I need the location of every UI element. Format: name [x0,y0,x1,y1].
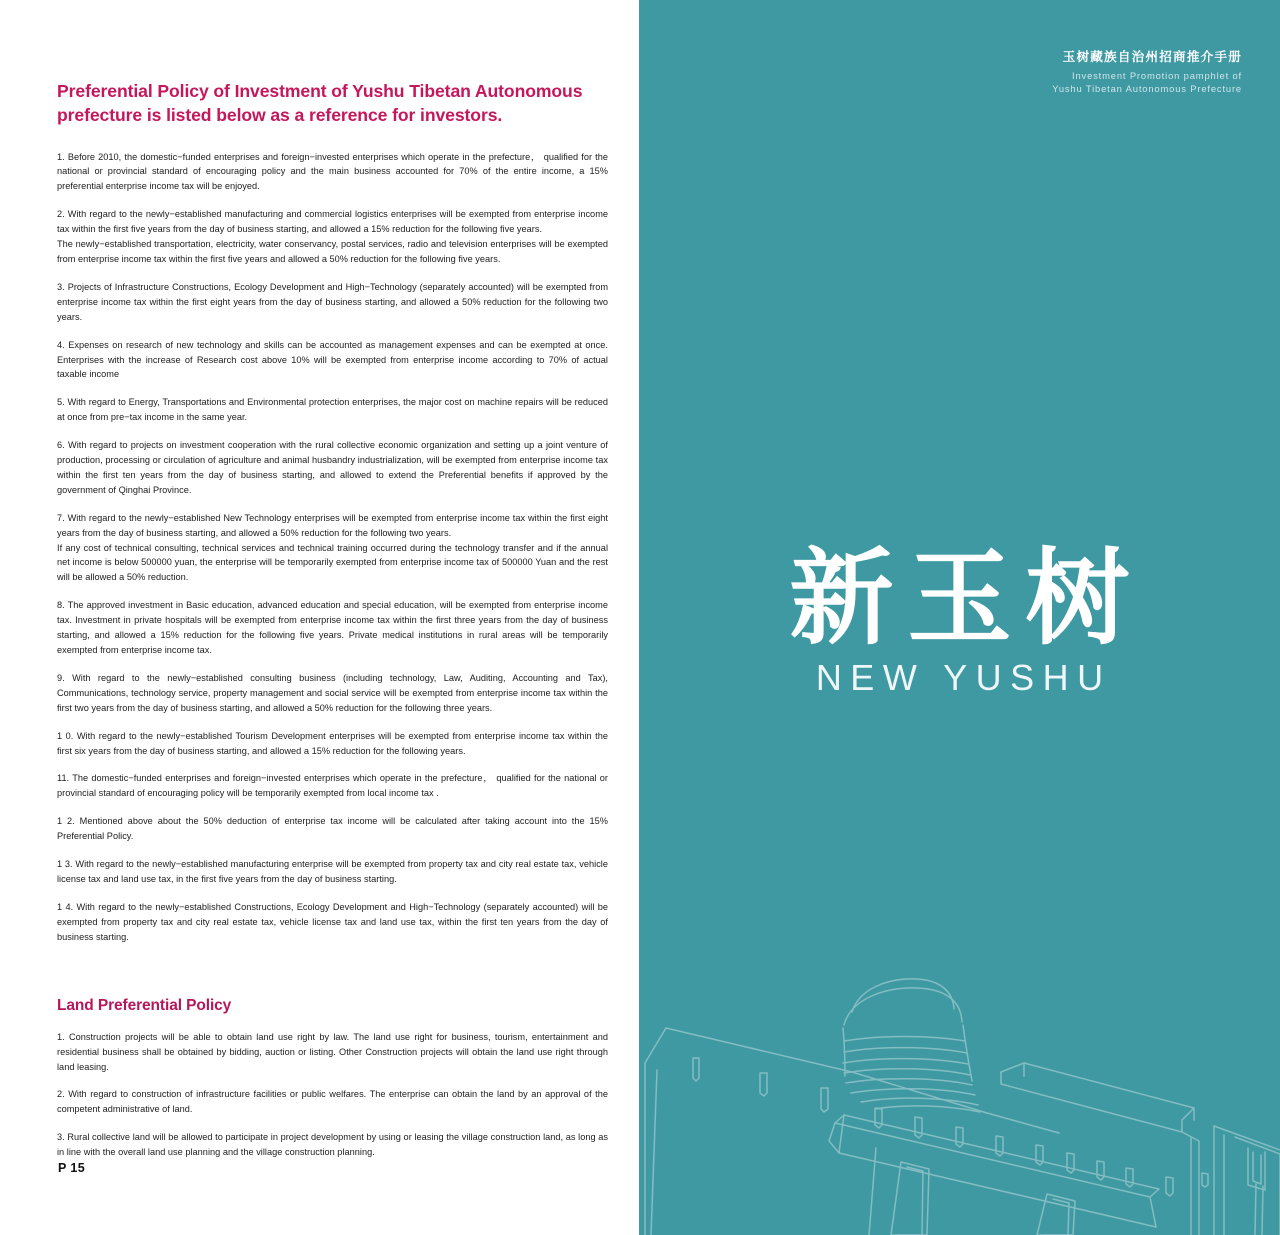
policy-paragraph-4: 4. Expenses on research of new technology and skills can be accounted as management expenses and can be exempted at once. Enterprises with the increase of Research cost above 10% will be exempted from enterprise income according to 70% of actual taxable income [57,339,608,380]
policy-paragraph-1: 1. Before 2010, the domestic−funded enterprises and foreign−invested enterprises which operate in the prefecture， qualified for the national or provincial standard of encouraging policy and the main business accounted for 70% of the entire income, a 15% preferential enterprise income tax will be enjoyed. [57,151,608,192]
policy-paragraph-5: 5. With regard to Energy, Transportations and Environmental protection enterprises, the major cost on machine repairs will be reduced at once from pre−tax income in the same year. [57,397,608,423]
policy-paragraph-14: 1 4. With regard to the newly−established Constructions, Ecology Development and High−Technology (separately accounted) will be exempted from property tax and city real estate tax, vehicle license tax and land use tax, within the first ten years from the day of business starting. [57,901,608,942]
policy-paragraph-13: 1 3. With regard to the newly−established manufacturing enterprise will be exempted from property tax and city real estate tax, vehicle license tax and land use tax, in the first five years from the day of business starting. [57,859,608,884]
policy-paragraph-8: 8. The approved investment in Basic education, advanced education and special education, will be exempted from enterprise income tax. Investment in private hospitals will be exempted from enterprise income tax within the first three years from the day of business starting, and allowed a 15% reduction for the following five years. Private medical institutions in rural areas will be temporarily exempted from enterprise income tax. [57,600,608,655]
policy-paragraph-7b: If any cost of technical consulting, technical services and technical training occurred during the technology transfer and if the annual net income is below 500000 yuan, the enterprise will be temporarily exempted from enterprise income tax of 500000 Yuan and the rest will be allowed a 50% reduction. [57,542,608,583]
page-title: Preferential Policy of Investment of Yushu Tibetan Autonomous prefecture is listed below as a reference for investors. [57,81,583,126]
text-column [57,79,608,1173]
policy-paragraph-9: 9. With regard to the newly−established consulting business (including technology, Law, Auditing, Accounting and Tax), Communications, technology service, property management and social service will be exempted from enterprise income tax within the first two years from the day of business starting, and allowed a 50% reduction for the following three years. [57,672,608,713]
land-preferential-policy-section [57,996,608,1160]
land-paragraph-1: 1. Construction projects will be able to obtain land use right by law. The land use right for business, tourism, entertainment and residential business shall be obtained by bidding, auction or listing. Other Construction projects will obtain the land use right through land leasing. [57,1031,608,1072]
left-page [0,0,639,1235]
policy-paragraph-3: 3. Projects of Infrastructure Constructions, Ecology Development and High−Technology (separately accounted) will be exempted from enterprise income tax within the first eight years from the day of business starting, and allowed a 50% reduction for the following two years. [57,281,608,322]
page-number: P 15 [58,1161,86,1175]
brand-header-english-line1: Investment Promotion pamphlet of [1072,70,1242,81]
policy-paragraph-12: 1 2. Mentioned above about the 50% deduction of enterprise tax income will be calculated after taking account into the 15% Preferential Policy. [57,816,608,842]
brand-header [1052,48,1242,96]
logo-chinese-wordmark: 新玉树 [789,537,1144,659]
policy-paragraph-2: 2. With regard to the newly−established manufacturing and commercial logistics enterprises will be exempted from enterprise income tax within the first five years from the day of business starting, and allowed a 15% reduction for the following five years. [57,209,608,235]
policy-paragraph-11: 11. The domestic−funded enterprises and foreign−invested enterprises which operate in the prefecture， qualified for the national or provincial standard of encouraging policy will be temporarily exempted from local income tax . [57,773,608,799]
policy-paragraph-10: 1 0. With regard to the newly−established Tourism Development enterprises will be exempted from enterprise income tax within the first six years from the day of business starting, and allowed a 15% reduction for the following years. [57,730,608,756]
civic-building-illustration [639,945,1280,1235]
brand-header-english-line2: Yushu Tibetan Autonomous Prefecture [1052,83,1242,95]
land-paragraph-3: 3. Rural collective land will be allowed to participate in project development by using or leasing the village construction land, as long as in line with the overall land use planning and the village construction planning. [57,1132,608,1158]
brand-header-chinese-title: 玉树藏族自治州招商推介手册 [1062,49,1242,64]
land-paragraph-2: 2. With regard to construction of infrastructure facilities or public welfares. The enterprise can obtain the land by an approval of the competent administrative of land. [57,1089,608,1115]
policy-paragraph-7: 7. With regard to the newly−established New Technology enterprises will be exempted from enterprise income tax within the first eight years from the day of business starting, and allowed a 50% reduction for the following two years. [57,512,608,538]
logo-english-wordmark: NEW YUSHU [815,657,1112,698]
policy-paragraph-6: 6. With regard to projects on investment cooperation with the rural collective economic organization and setting up a joint venture of production, processing or circulation of agriculture and animal husbandry industrialization, will be exempted from enterprise income tax within the first ten years from the day of business starting, and allowed to extend the Preferential benefits if approved by the government of Qinghai Province. [57,440,608,495]
land-policy-heading: Land Preferential Policy [57,996,232,1014]
policy-paragraph-2b: The newly−established transportation, electricity, water conservancy, postal services, radio and television enterprises will be exempted from enterprise income tax within the first five years and allowed a 50% reduction for the following five years. [57,239,608,264]
new-yushu-logo [639,537,1280,698]
right-page [639,0,1280,1235]
